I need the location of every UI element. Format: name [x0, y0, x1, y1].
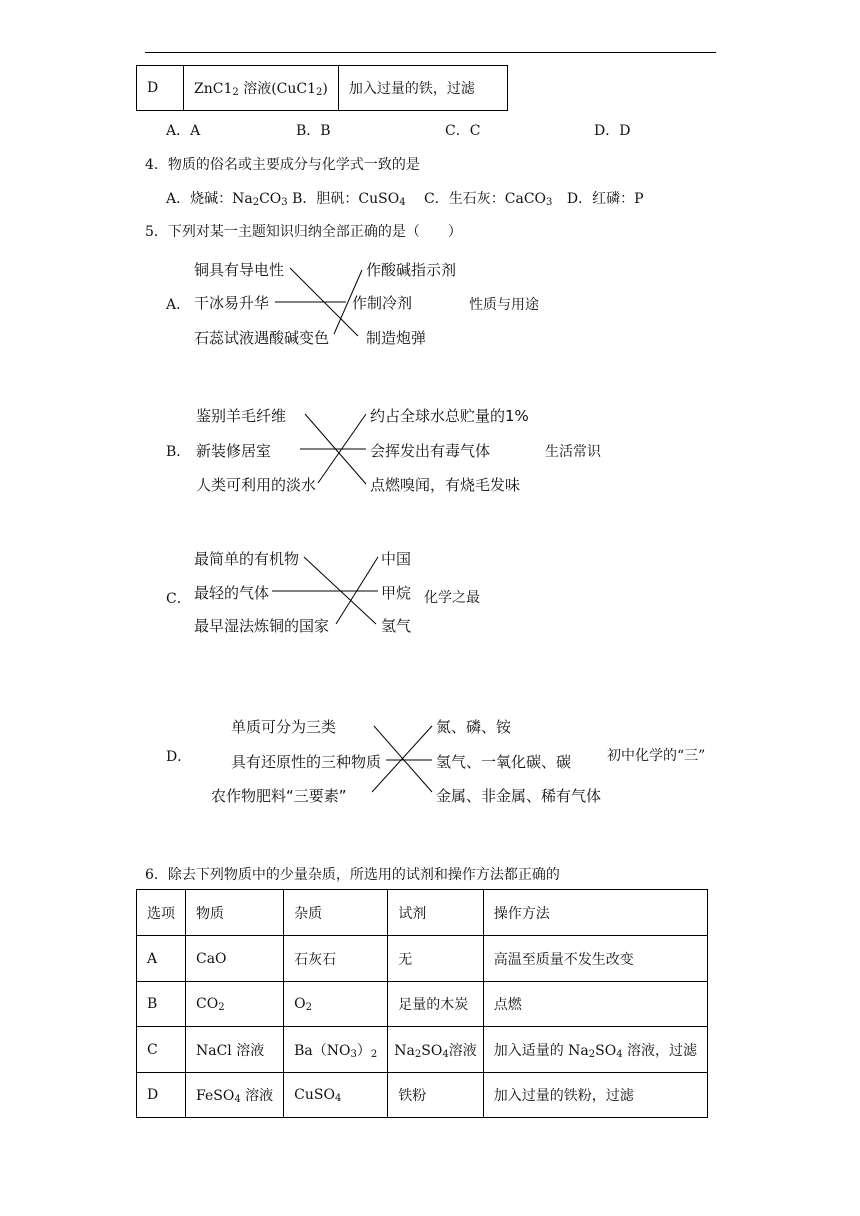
q5-b-right-1: 约占全球水总贮量的1% [370, 407, 529, 425]
q5-a-right-3: 制造炮弹 [366, 329, 427, 347]
q5-a-letter: A． [166, 297, 191, 313]
q5-c-left-2: 最轻的气体 [194, 584, 270, 602]
cell-reagent: 足量的木炭 [388, 982, 483, 1027]
cell-impurity: $O_2$ [284, 982, 388, 1027]
q5-c-right-1: 中国 [381, 550, 412, 568]
table-row [137, 1073, 708, 1118]
q5-b-letter: B． [166, 444, 191, 460]
cell-impurity: 石灰石 [284, 936, 388, 982]
q5-d-left-2: 具有还原性的三种物质 [231, 753, 382, 771]
q5-a-right-2: 作制冷剂 [352, 294, 413, 312]
cell-method: 加入适量的 $Na_2SO_4$ 溶液，过滤 [483, 1027, 707, 1073]
q6-stem: 6．除去下列物质中的少量杂质，所选用的试剂和操作方法都正确的 [145, 867, 560, 883]
q3-option-a: A．A [166, 123, 201, 139]
cell-option: A [137, 936, 186, 982]
q5-d-letter: D． [166, 749, 192, 765]
cell-option: C [137, 1027, 186, 1073]
cell-substance: FeSO$_4$ 溶液 [186, 1073, 284, 1118]
cell-reagent: $Na_2SO_4$溶液 [388, 1027, 483, 1073]
q5-c-right-3: 氢气 [381, 617, 412, 635]
q5-c-left-1: 最简单的有机物 [194, 550, 300, 568]
cell-substance: CaO [186, 936, 284, 982]
cell-option: D [137, 66, 184, 111]
q5-d-right-2: 氢气、一氧化碳、碳 [436, 753, 572, 771]
q4-stem: 4．物质的俗名或主要成分与化学式一致的是 [145, 157, 420, 173]
q6-table [136, 889, 708, 1118]
q5-stem: 5．下列对某一主题知识归纳全部正确的是（ ） [145, 224, 462, 240]
cell-method: 高温至质量不发生改变 [483, 936, 707, 982]
cell-method: 点燃 [483, 982, 707, 1027]
q5-a-topic: 性质与用途 [469, 297, 539, 313]
q4-options: A．烧碱：$Na_2CO_3$ B．胆矾：CuSO$_4$ C．生石灰：CaCO$_3$ D．红磷：P [166, 191, 644, 208]
table-row [137, 936, 708, 982]
q5-c-right-2: 甲烷 [381, 584, 412, 602]
q5-a-right-1: 作酸碱指示剂 [366, 261, 457, 279]
q5-c-left-3: 最早湿法炼铜的国家 [194, 617, 330, 635]
q5-b-left-2: 新装修居室 [196, 442, 272, 460]
q5-d-right-3: 金属、非金属、稀有气体 [436, 787, 602, 805]
q5-a-left-3: 石蕊试液遇酸碱变色 [194, 329, 330, 347]
header-reagent: 试剂 [388, 890, 483, 936]
cell-method: 加入过量的铁粉，过滤 [483, 1073, 707, 1118]
q5-c-letter: C． [166, 591, 191, 607]
table-row [137, 982, 708, 1027]
q3-option-c: C．C [445, 123, 481, 139]
q5-a-left-1: 铜具有导电性 [194, 261, 285, 279]
header-method: 操作方法 [483, 890, 707, 936]
q5-d-left-3: 农作物肥料“三要素” [211, 787, 347, 805]
header-substance: 物质 [186, 890, 284, 936]
q5-c-topic: 化学之最 [424, 590, 480, 606]
q5-b-left-1: 鉴别羊毛纤维 [196, 407, 287, 425]
q5-a-left-2: 干冰易升华 [194, 294, 270, 312]
q5-b-left-3: 人类可利用的淡水 [196, 476, 317, 494]
cell-impurity: $Ba(NO_3)_2$ [284, 1027, 388, 1073]
q5-b-topic: 生活常识 [545, 444, 601, 460]
q5-b-right-2: 会挥发出有毒气体 [370, 442, 491, 460]
table-row [137, 1027, 708, 1073]
cell-substance: $ZnC1_2$ 溶液$(CuC1_2)$ [184, 66, 339, 111]
cell-method: 加入过量的铁，过滤 [338, 66, 507, 111]
q5-d-topic: 初中化学的“三” [607, 748, 706, 764]
cell-substance: $CO_2$ [186, 982, 284, 1027]
header-impurity: 杂质 [284, 890, 388, 936]
cell-reagent: 铁粉 [388, 1073, 483, 1118]
cell-option: B [137, 982, 186, 1027]
cell-impurity: CuSO$_4$ [284, 1073, 388, 1118]
cell-substance: NaCl 溶液 [186, 1027, 284, 1073]
q3-option-b: B．B [296, 123, 331, 139]
q5-d-right-1: 氮、磷、铵 [436, 718, 512, 736]
q5-d-left-1: 单质可分为三类 [231, 718, 337, 736]
q3-option-d: D．D [594, 123, 631, 139]
q5-b-right-3: 点燃嗅闻，有烧毛发味 [370, 476, 521, 494]
cell-option: D [137, 1073, 186, 1118]
table-header-row [137, 890, 708, 936]
cell-reagent: 无 [388, 936, 483, 982]
header-option: 选项 [137, 890, 186, 936]
